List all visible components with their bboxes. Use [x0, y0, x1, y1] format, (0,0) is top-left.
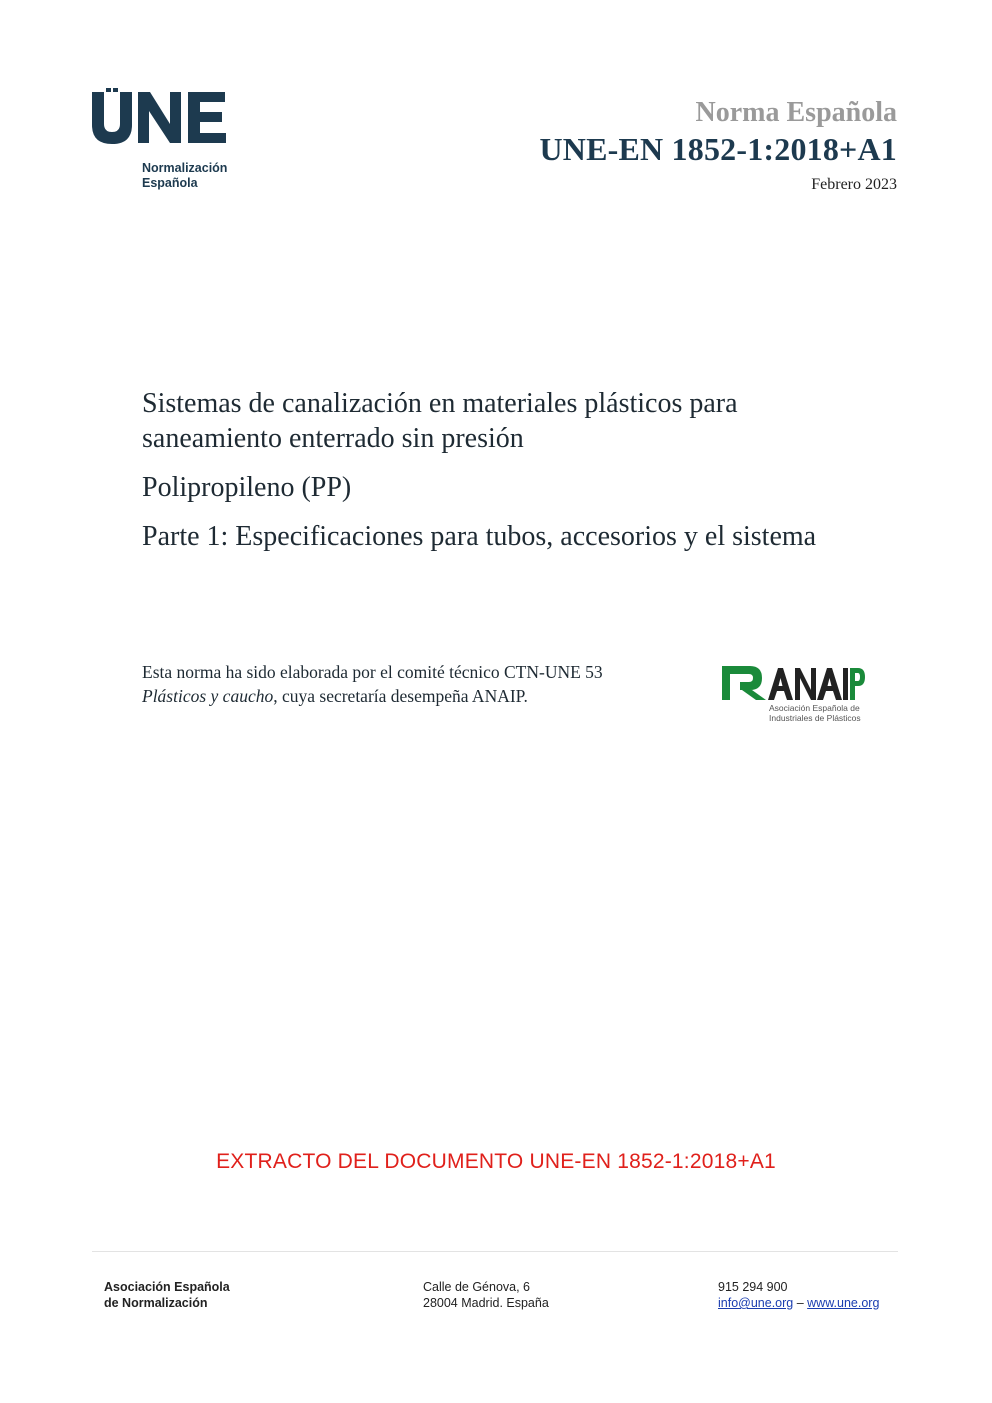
footer-address-line2: 28004 Madrid. España	[423, 1296, 549, 1310]
committee-name: Plásticos y caucho	[142, 686, 274, 706]
title-line-1: Sistemas de canalización en materiales plásticos para saneamiento enterrado sin presión	[142, 388, 738, 454]
document-title	[142, 386, 862, 568]
norma-header	[539, 96, 897, 194]
extract-notice: EXTRACTO DEL DOCUMENTO UNE-EN 1852-1:2018+A1	[216, 1150, 776, 1173]
footer-contact	[718, 1279, 879, 1311]
title-line-2: Polipropileno (PP)	[142, 472, 352, 503]
une-logo-subtitle	[142, 161, 227, 191]
website-link[interactable]: www.une.org	[807, 1296, 880, 1310]
footer-phone: 915 294 900	[718, 1280, 788, 1294]
footer-divider	[92, 1251, 898, 1252]
committee-statement	[142, 660, 612, 708]
anaip-logo	[720, 664, 865, 734]
footer-org-line2: de Normalización	[104, 1296, 208, 1310]
footer-address-line1: Calle de Génova, 6	[423, 1280, 531, 1294]
committee-text-before: Esta norma ha sido elaborada por el comité técnico CTN-UNE 53	[142, 662, 603, 682]
anaip-logo-mark	[720, 664, 865, 704]
committee-text-after: , cuya secretaría desempeña ANAIP.	[273, 686, 528, 706]
anaip-logo-subtitle	[769, 703, 861, 723]
norma-label: Norma Española	[695, 97, 897, 128]
email-link[interactable]: info@une.org	[718, 1296, 794, 1310]
footer-org-line1: Asociación Española	[104, 1280, 230, 1294]
title-line-3: Parte 1: Especificaciones para tubos, accesorios y el sistema	[142, 521, 817, 552]
norma-date: Febrero 2023	[811, 176, 897, 193]
une-subtitle-line2: Española	[142, 176, 198, 190]
footer-link-separator: –	[793, 1296, 808, 1310]
anaip-subtitle-line2: Industriales de Plásticos	[769, 713, 861, 723]
norma-code: UNE-EN 1852-1:2018+A1	[539, 131, 897, 167]
footer-address	[423, 1279, 549, 1311]
footer-links	[718, 1295, 879, 1311]
anaip-subtitle-line1: Asociación Española de	[769, 703, 860, 713]
footer-organization	[104, 1279, 230, 1311]
une-subtitle-line1: Normalización	[142, 161, 228, 175]
une-logo-mark	[92, 88, 242, 148]
